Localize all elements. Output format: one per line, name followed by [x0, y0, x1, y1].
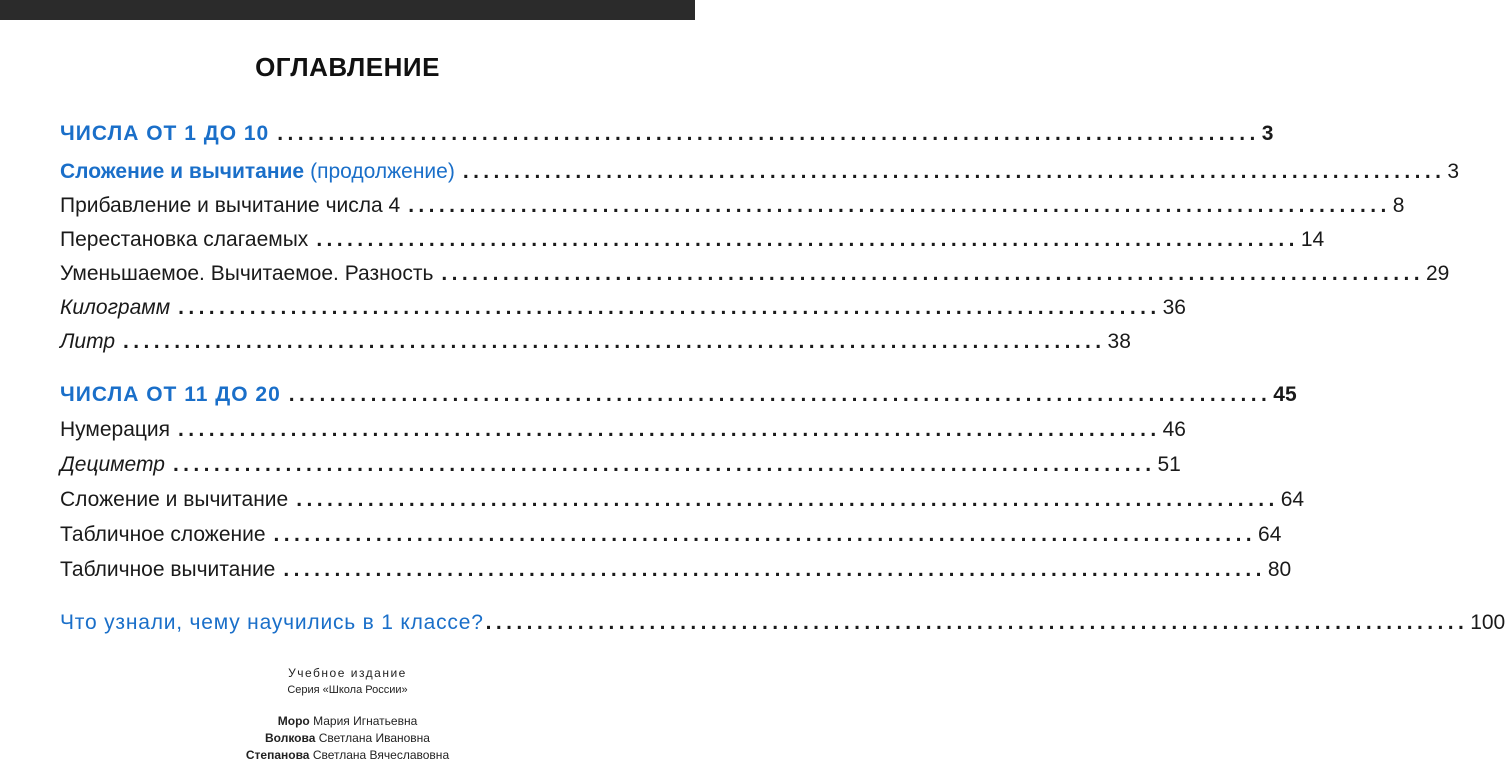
toc-label: Сложение и вычитание — [60, 160, 305, 183]
toc-leader-dots: ................................................................................................ — [462, 160, 1446, 183]
imprint-author — [0, 731, 695, 745]
toc-label: Перестановка слагаемых — [60, 228, 309, 251]
top-border — [0, 0, 695, 20]
author-surname: Волкова — [265, 731, 316, 745]
toc-item[interactable] — [60, 185, 1405, 219]
toc-label: Нумерация — [60, 418, 171, 441]
toc-label: Сложение и вычитание — [60, 488, 289, 511]
page-title: ОГЛАВЛЕНИЕ — [255, 52, 440, 82]
imprint-series: Серия «Школа России» — [287, 684, 408, 696]
toc-page-number: 80 — [1267, 558, 1292, 581]
toc-leader-dots: ................................................................................................ — [178, 418, 1161, 441]
toc-page-number: 3 — [1447, 160, 1460, 183]
imprint-edition: Учебное издание — [288, 666, 407, 680]
toc-section-2[interactable] — [60, 374, 1297, 408]
toc-page-number: 100 — [1470, 611, 1505, 634]
toc-leader-dots: ................................................................................................ — [316, 228, 1299, 251]
author-given-name: Светлана Вячеславовна — [312, 748, 450, 762]
toc-leader-dots: ................................................................................................ — [485, 611, 1469, 634]
toc-item[interactable] — [60, 444, 1181, 478]
author-given-name: Мария Игнатьевна — [313, 714, 418, 728]
toc-item[interactable] — [60, 479, 1305, 513]
toc-page-number: 64 — [1258, 523, 1282, 546]
author-surname: Моро — [277, 714, 310, 728]
toc-item[interactable] — [60, 321, 1131, 355]
imprint-author — [0, 748, 695, 762]
toc-section-1[interactable] — [60, 113, 1274, 147]
toc-leader-dots: ................................................................................................ — [296, 488, 1279, 511]
toc-item[interactable] — [60, 287, 1186, 321]
toc-leader-dots: ................................................................................................ — [123, 330, 1106, 353]
toc-leader-dots: ................................................................................................ — [273, 523, 1257, 546]
toc-item[interactable] — [60, 409, 1186, 443]
toc-label: Что узнали, чему научились в 1 классе? — [60, 611, 484, 634]
toc-label: Табличное вычитание — [60, 558, 276, 581]
toc-page-number: 45 — [1273, 383, 1297, 406]
toc-label: Литр — [60, 330, 116, 353]
toc-leader-dots: ................................................................................................ — [277, 122, 1260, 145]
toc-label: ЧИСЛА ОТ 1 ДО 10 — [60, 122, 270, 145]
toc-leader-dots: ................................................................................................ — [172, 453, 1156, 476]
author-surname: Степанова — [245, 748, 310, 762]
toc-leader-dots: ................................................................................................ — [178, 296, 1161, 319]
toc-page-number: 51 — [1157, 453, 1181, 476]
imprint-author — [0, 714, 695, 728]
toc-label: ЧИСЛА ОТ 11 ДО 20 — [60, 383, 281, 406]
toc-item[interactable] — [60, 253, 1450, 287]
toc-label: Табличное сложение — [60, 523, 266, 546]
toc-page-number: 3 — [1261, 122, 1274, 145]
toc-leader-dots: ................................................................................................ — [441, 262, 1424, 285]
toc-item-summary[interactable] — [60, 602, 1505, 636]
toc-item[interactable] — [60, 219, 1325, 253]
toc-label: Уменьшаемое. Вычитаемое. Разность — [60, 262, 434, 285]
toc-item-addition-subtraction-continued[interactable] — [60, 151, 1460, 185]
toc-page-number: 14 — [1300, 228, 1325, 251]
toc-page-number: 46 — [1162, 418, 1186, 441]
toc-label-suffix: (продолжение) — [310, 160, 455, 183]
toc-item[interactable] — [60, 549, 1292, 583]
toc-leader-dots: ................................................................................................ — [283, 558, 1266, 581]
toc-page-number: 8 — [1392, 194, 1405, 217]
toc-label: Прибавление и вычитание числа 4 — [60, 194, 401, 217]
toc-page-number: 29 — [1425, 262, 1450, 285]
toc-leader-dots: ................................................................................................ — [408, 194, 1391, 217]
toc-label: Килограмм — [60, 296, 171, 319]
toc-page-number: 38 — [1107, 330, 1131, 353]
author-given-name: Светлана Ивановна — [318, 731, 430, 745]
toc-label: Дециметр — [60, 453, 165, 476]
toc-leader-dots: ................................................................................................ — [288, 383, 1272, 406]
toc-page-number: 36 — [1162, 296, 1186, 319]
toc-item[interactable] — [60, 514, 1282, 548]
toc-page-number: 64 — [1280, 488, 1305, 511]
